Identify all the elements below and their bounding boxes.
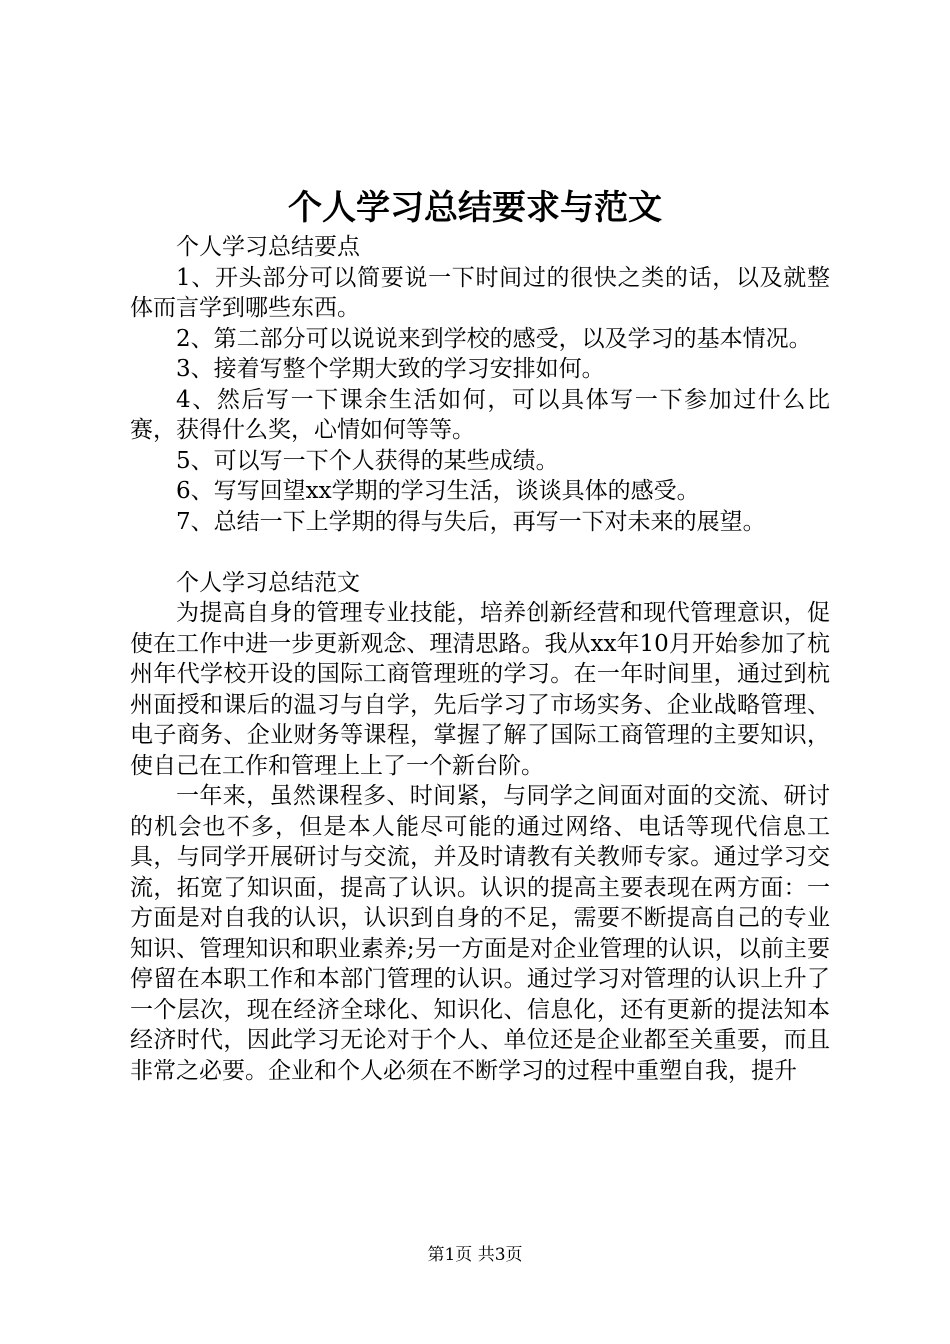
section-heading-key-points: 个人学习总结要点 [176, 234, 360, 260]
section-spacer [130, 537, 830, 568]
key-point-item: 7、总结一下上学期的得与失后，再写一下对未来的展望。 [176, 508, 766, 535]
key-point-item: 5、可以写一下个人获得的某些成绩。 [176, 447, 559, 474]
key-point-item: 4、然后写一下课余生活如何，可以具体写一下参加过什么比赛，获得什么奖，心情如何等等。 [130, 386, 830, 443]
sample-paragraph: 为提高自身的管理专业技能，培养创新经营和现代管理意识，促使在工作中进一步更新观念、理清思路。我从xx年10月开始参加了杭州年代学校开设的国际工商管理班的学习。在一年时间里，通过到杭州面授和课后的温习与自学，先后学习了市场实务、企业战略管理、电子商务、企业财务等课程，掌握了解了国际工商管理的主要知识，使自己在工作和管理上上了一个新台阶。 [130, 600, 830, 779]
key-point-item: 2、第二部分可以说说来到学校的感受，以及学习的基本情况。 [176, 325, 812, 352]
key-point-item: 3、接着写整个学期大致的学习安排如何。 [176, 356, 605, 382]
section-heading-sample: 个人学习总结范文 [176, 569, 360, 596]
key-point-item: 6、写写回望xx学期的学习生活，谈谈具体的感受。 [176, 478, 700, 504]
document-title: 个人学习总结要求与范文 [288, 188, 662, 228]
sample-paragraph: 一年来，虽然课程多、时间紧，与同学之间面对面的交流、研讨的机会也不多，但是本人能尽可能的通过网络、电话等现代信息工具，与同学开展研讨与交流，并及时请教有关教师专家。通过学习交流，拓宽了知识面，提高了认识。认识的提高主要表现在两方面：一方面是对自我的认识，认识到自身的不足，需要不断提高自己的专业知识、管理知识和职业素养;另一方面是对企业管理的认识，以前主要停留在本职工作和本部门管理的认识。通过学习对管理的认识上升了一个层次，现在经济全球化、知识化、信息化，还有更新的提法知本经济时代，因此学习无论对于个人、单位还是企业都至关重要，而且非常之必要。企业和个人必须在不断学习的过程中重塑自我，提升 [130, 783, 830, 1084]
document-body [130, 232, 830, 1086]
page-number-footer: 第1页 共3页 [427, 1245, 523, 1265]
key-point-item: 1、开头部分可以简要说一下时间过的很快之类的话，以及就整体而言学到哪些东西。 [130, 264, 830, 321]
